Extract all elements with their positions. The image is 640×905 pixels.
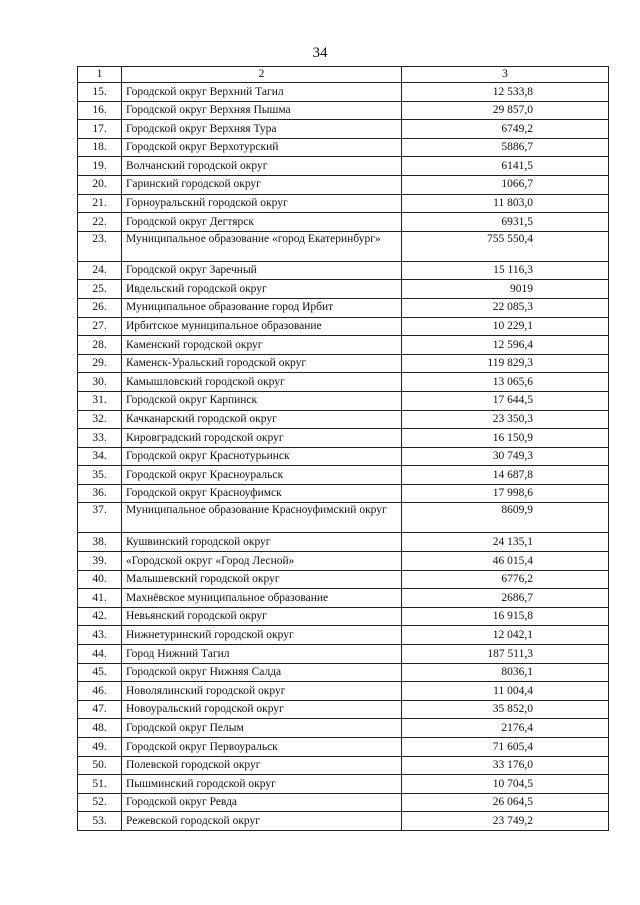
row-number: 30.	[78, 373, 122, 392]
row-name: Ирбитское муниципальное образование	[122, 317, 402, 336]
table-row	[78, 83, 609, 102]
row-name: Городской округ Верхотурский	[122, 138, 402, 157]
table-row	[78, 410, 609, 429]
row-value: 46 015,4	[402, 552, 609, 571]
row-number: 34.	[78, 447, 122, 466]
row-name: Кушвинский городской округ	[122, 533, 402, 552]
row-number: 40.	[78, 570, 122, 589]
row-number: 38.	[78, 533, 122, 552]
row-number: 21.	[78, 194, 122, 213]
row-value: 12 533,8	[402, 83, 609, 102]
row-value: 24 135,1	[402, 533, 609, 552]
row-name: Город Нижний Тагил	[122, 645, 402, 664]
row-name: Городской округ Верхняя Тура	[122, 120, 402, 139]
row-name: Городской округ Первоуральск	[122, 738, 402, 757]
row-number: 51.	[78, 775, 122, 794]
row-value: 14 687,8	[402, 466, 609, 485]
row-name: Ивдельский городской округ	[122, 280, 402, 299]
row-value: 11 803,0	[402, 194, 609, 213]
row-number: 47.	[78, 700, 122, 719]
row-name: Новолялинский городской округ	[122, 682, 402, 701]
row-value: 16 150,9	[402, 429, 609, 448]
row-name: Режевской городской округ	[122, 812, 402, 831]
table-row	[78, 447, 609, 466]
row-value: 1066,7	[402, 175, 609, 194]
row-value: 30 749,3	[402, 447, 609, 466]
row-value: 16 915,8	[402, 607, 609, 626]
row-name: Городской округ Верхний Тагил	[122, 83, 402, 102]
page-number: 34	[312, 45, 328, 61]
table-row	[78, 663, 609, 682]
row-number: 22.	[78, 213, 122, 232]
column-header: 3	[402, 67, 609, 83]
row-name: Муниципальное образование Красноуфимский округ	[122, 503, 402, 533]
row-number: 16.	[78, 101, 122, 120]
table-row	[78, 317, 609, 336]
row-name: Каменск-Уральский городской округ	[122, 354, 402, 373]
row-name: Пышминский городской округ	[122, 775, 402, 794]
row-name: Гаринский городской округ	[122, 175, 402, 194]
row-name: Волчанский городской округ	[122, 157, 402, 176]
row-value: 22 085,3	[402, 298, 609, 317]
table-row	[78, 552, 609, 571]
row-number: 15.	[78, 83, 122, 102]
row-number: 32.	[78, 410, 122, 429]
row-value: 9019	[402, 280, 609, 299]
data-table	[77, 66, 609, 831]
table-row	[78, 466, 609, 485]
row-value: 6776,2	[402, 570, 609, 589]
table-row	[78, 213, 609, 232]
row-number: 28.	[78, 336, 122, 355]
row-value: 71 605,4	[402, 738, 609, 757]
table-row	[78, 626, 609, 645]
row-name: Городской округ Ревда	[122, 793, 402, 812]
row-value: 17 998,6	[402, 484, 609, 503]
row-name: Городской округ Заречный	[122, 261, 402, 280]
row-value: 8036,1	[402, 663, 609, 682]
row-name: Городской округ Карпинск	[122, 391, 402, 410]
row-value: 6749,2	[402, 120, 609, 139]
table-row	[78, 775, 609, 794]
row-number: 18.	[78, 138, 122, 157]
row-name: Городской округ Краснотурьинск	[122, 447, 402, 466]
table-row	[78, 589, 609, 608]
table-row	[78, 298, 609, 317]
row-number: 33.	[78, 429, 122, 448]
row-name: Кировградский городской округ	[122, 429, 402, 448]
table-row	[78, 793, 609, 812]
row-name: Нижнетуринский городской округ	[122, 626, 402, 645]
row-name: Городской округ Нижняя Салда	[122, 663, 402, 682]
row-value: 187 511,3	[402, 645, 609, 664]
row-value: 10 229,1	[402, 317, 609, 336]
table-row	[78, 280, 609, 299]
row-name: Качканарский городской округ	[122, 410, 402, 429]
table-row	[78, 503, 609, 533]
row-number: 45.	[78, 663, 122, 682]
row-number: 42.	[78, 607, 122, 626]
table-row	[78, 231, 609, 261]
row-value: 2176,4	[402, 719, 609, 738]
row-number: 44.	[78, 645, 122, 664]
row-value: 23 350,3	[402, 410, 609, 429]
table-row	[78, 645, 609, 664]
row-name: Городской округ Верхняя Пышма	[122, 101, 402, 120]
row-number: 27.	[78, 317, 122, 336]
row-name: Новоуральский городской округ	[122, 700, 402, 719]
row-number: 37.	[78, 503, 122, 533]
row-value: 11 004,4	[402, 682, 609, 701]
row-value: 5886,7	[402, 138, 609, 157]
table-row	[78, 756, 609, 775]
row-number: 46.	[78, 682, 122, 701]
row-name: Городской округ Пелым	[122, 719, 402, 738]
row-number: 23.	[78, 231, 122, 261]
row-name: Городской округ Красноуральск	[122, 466, 402, 485]
table-row	[78, 354, 609, 373]
table-body	[78, 83, 609, 831]
table-row	[78, 484, 609, 503]
row-value: 12 596,4	[402, 336, 609, 355]
table-row	[78, 607, 609, 626]
table-row	[78, 373, 609, 392]
table-row	[78, 738, 609, 757]
table-row	[78, 570, 609, 589]
row-number: 31.	[78, 391, 122, 410]
table-row	[78, 719, 609, 738]
row-value: 2686,7	[402, 589, 609, 608]
row-name: Махнёвское муниципальное образование	[122, 589, 402, 608]
row-number: 25.	[78, 280, 122, 299]
row-name: Полевской городской округ	[122, 756, 402, 775]
row-name: Камышловский городской округ	[122, 373, 402, 392]
row-number: 17.	[78, 120, 122, 139]
row-value: 10 704,5	[402, 775, 609, 794]
table-row	[78, 101, 609, 120]
row-value: 33 176,0	[402, 756, 609, 775]
column-header: 2	[122, 67, 402, 83]
row-value: 12 042,1	[402, 626, 609, 645]
table-row	[78, 120, 609, 139]
row-value: 13 065,6	[402, 373, 609, 392]
row-name: Каменский городской округ	[122, 336, 402, 355]
row-value: 23 749,2	[402, 812, 609, 831]
row-value: 6931,5	[402, 213, 609, 232]
row-name: Городской округ Красноуфимск	[122, 484, 402, 503]
table-row	[78, 533, 609, 552]
table-row	[78, 175, 609, 194]
table-row	[78, 429, 609, 448]
table-row	[78, 157, 609, 176]
row-number: 39.	[78, 552, 122, 571]
row-number: 41.	[78, 589, 122, 608]
column-header: 1	[78, 67, 122, 83]
row-value: 15 116,3	[402, 261, 609, 280]
row-name: «Городской округ «Город Лесной»	[122, 552, 402, 571]
row-number: 50.	[78, 756, 122, 775]
table-row	[78, 138, 609, 157]
row-number: 52.	[78, 793, 122, 812]
table-row	[78, 336, 609, 355]
row-number: 20.	[78, 175, 122, 194]
row-value: 29 857,0	[402, 101, 609, 120]
row-number: 53.	[78, 812, 122, 831]
row-value: 26 064,5	[402, 793, 609, 812]
row-name: Малышевский городской округ	[122, 570, 402, 589]
table-row	[78, 812, 609, 831]
row-value: 17 644,5	[402, 391, 609, 410]
row-number: 35.	[78, 466, 122, 485]
row-value: 6141,5	[402, 157, 609, 176]
header-row	[78, 67, 609, 83]
row-name: Муниципальное образование город Ирбит	[122, 298, 402, 317]
row-number: 48.	[78, 719, 122, 738]
table-row	[78, 682, 609, 701]
row-number: 24.	[78, 261, 122, 280]
row-number: 36.	[78, 484, 122, 503]
row-number: 19.	[78, 157, 122, 176]
row-name: Муниципальное образование «город Екатеринбург»	[122, 231, 402, 261]
row-number: 49.	[78, 738, 122, 757]
row-number: 29.	[78, 354, 122, 373]
table-row	[78, 391, 609, 410]
row-value: 35 852,0	[402, 700, 609, 719]
row-value: 755 550,4	[402, 231, 609, 261]
table-row	[78, 261, 609, 280]
table-row	[78, 194, 609, 213]
row-value: 8609,9	[402, 503, 609, 533]
row-name: Невьянский городской округ	[122, 607, 402, 626]
row-value: 119 829,3	[402, 354, 609, 373]
table-row	[78, 700, 609, 719]
row-name: Горноуральский городской округ	[122, 194, 402, 213]
row-number: 26.	[78, 298, 122, 317]
row-name: Городской округ Дегтярск	[122, 213, 402, 232]
row-number: 43.	[78, 626, 122, 645]
